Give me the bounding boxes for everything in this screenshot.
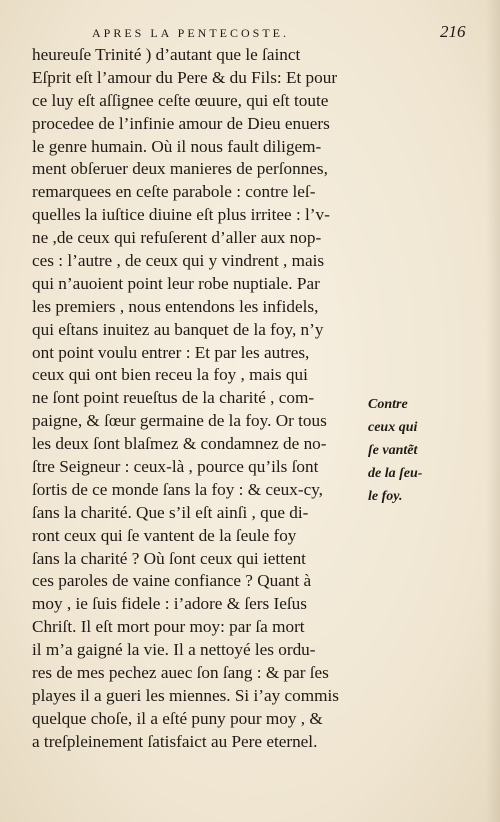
text-line: ſortis de ce monde ſans la foy : & ceux-cy, <box>32 479 323 499</box>
text-line: ront ceux qui ſe vantent de la ſeule foy <box>32 525 297 545</box>
text-line: remarquees en ceſte parabole : contre leſ- <box>32 182 316 202</box>
text-line: heureuſe Trinité ) d’autant que le ſainct <box>32 45 301 64</box>
text-line: qui eſtans inuitez au banquet de la foy, n’y <box>32 319 324 339</box>
text-line: res de mes pechez auec ſon ſang : & par ſes <box>32 663 329 683</box>
text-line: ceux qui ont bien receu la foy , mais qui <box>32 365 308 385</box>
text-line: ne ,de ceux qui refuſerent d’aller aux nop- <box>32 228 322 248</box>
text-line: qui n’auoient point leur robe nuptiale. Par <box>32 273 320 293</box>
text-line: moy , ie ſuis fidele : i’adore & ſers Ieſus <box>32 594 307 614</box>
page-number: 216 <box>440 22 466 41</box>
text-line: playes il a gueri les miennes. Si i’ay commis <box>32 685 339 705</box>
margin-note-line: ſe vantẽt <box>368 442 418 458</box>
text-line: a treſpleinement ſatisfaict au Pere eternel. <box>32 731 318 751</box>
text-line: ce luy eſt aſſignee ceſte œuure, qui eſt toute <box>32 90 329 110</box>
body-text <box>32 44 360 754</box>
text-line: ſans la charité. Que s’il eſt ainſi , que di- <box>32 502 309 522</box>
text-line: ſtre Seigneur : ceux-là , pource qu’ils ſont <box>32 457 319 477</box>
text-line: il m’a gaigné la vie. Il a nettoyé les ordu- <box>32 640 316 660</box>
text-line: les deux ſont blaſmez & condamnez de no- <box>32 434 327 454</box>
margin-note-line: de la ſeu- <box>368 465 423 481</box>
text-line: ces : l’autre , de ceux qui y vindrent , mais <box>32 251 325 271</box>
text-line: procedee de l’infinie amour de Dieu enuers <box>32 113 330 133</box>
page-edge-shadow <box>486 0 500 822</box>
text-line: ment obſeruer deux manieres de perſonnes, <box>32 159 328 179</box>
text-line: les premiers , nous entendons les infidels, <box>32 296 319 316</box>
text-line: quelque choſe, il a eſté puny pour moy , & <box>32 708 323 728</box>
text-line: Eſprit eſt l’amour du Pere & du Fils: Et pour <box>32 67 338 87</box>
text-line: ont point voulu entrer : Et par les autres, <box>32 342 310 362</box>
margin-note-line: ceux qui <box>368 419 418 435</box>
text-line: ſans la charité ? Où ſont ceux qui iettent <box>32 548 306 568</box>
margin-note-line: le foy. <box>368 488 403 504</box>
text-line: Chriſt. Il eſt mort pour moy: par ſa mort <box>32 617 305 637</box>
text-line: ces paroles de vaine confiance ? Quant à <box>32 571 312 591</box>
running-head: APRES LA PENTECOSTE. <box>92 26 290 40</box>
margin-note-line: Contre <box>368 397 408 412</box>
text-line: le genre humain. Où il nous fault diligem- <box>32 136 322 156</box>
text-line: quelles la iuſtice diuine eſt plus irritee : l’v- <box>32 205 330 225</box>
text-line: paigne, & ſœur germaine de la foy. Or tous <box>32 411 327 431</box>
text-line: ne ſont point reueſtus de la charité , com- <box>32 388 315 408</box>
margin-note <box>368 394 478 508</box>
